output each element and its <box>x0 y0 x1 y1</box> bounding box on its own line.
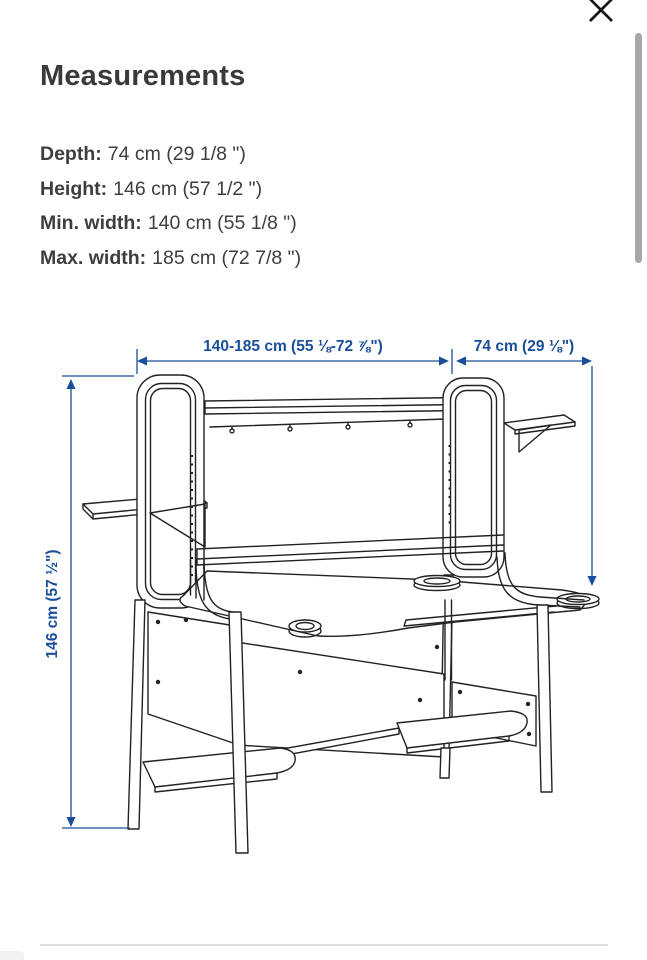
right-bottom-shelf <box>397 711 527 778</box>
desk-illustration <box>83 375 599 853</box>
spec-label: Min. width: <box>40 212 142 234</box>
spec-value: 185 cm (72 7/8 ") <box>152 246 302 269</box>
right-front-leg <box>537 605 552 792</box>
spec-label: Depth: <box>40 143 102 165</box>
spec-value: 74 cm (29 1/8 ") <box>107 143 246 165</box>
close-button[interactable] <box>584 0 618 28</box>
product-dimension-diagram <box>0 320 647 900</box>
background-page-edge <box>0 951 24 960</box>
spec-row-height <box>40 172 301 207</box>
spec-row-depth <box>40 137 301 172</box>
left-bottom-shelf <box>143 748 295 792</box>
width-dimension <box>137 338 452 374</box>
height-dimension-label: 146 cm (57 ½") <box>44 549 61 659</box>
scrollbar-thumb[interactable] <box>635 33 642 263</box>
spec-label: Max. width: <box>40 246 147 269</box>
width-dimension-label: 140-185 cm (55 ⅛-72 ⅞") <box>203 338 383 355</box>
top-right-shelf <box>504 415 575 452</box>
left-frame <box>137 375 204 608</box>
page-title: Measurements <box>40 60 246 92</box>
spec-value: 140 cm (55 1/8 ") <box>147 212 297 234</box>
height-dimension <box>44 376 134 828</box>
close-icon <box>584 0 618 28</box>
left-rear-leg <box>128 600 145 829</box>
hook-rail <box>210 419 446 433</box>
spec-label: Height: <box>40 177 108 200</box>
bottom-divider <box>40 944 608 946</box>
spec-value: 146 cm (57 1/2 ") <box>113 177 263 200</box>
spec-list <box>40 137 301 275</box>
depth-dimension-label: 74 cm (29 ⅛") <box>473 338 575 355</box>
spec-row-min-width <box>40 206 301 241</box>
spec-row-max-width <box>40 241 301 276</box>
desk-top <box>180 571 599 649</box>
